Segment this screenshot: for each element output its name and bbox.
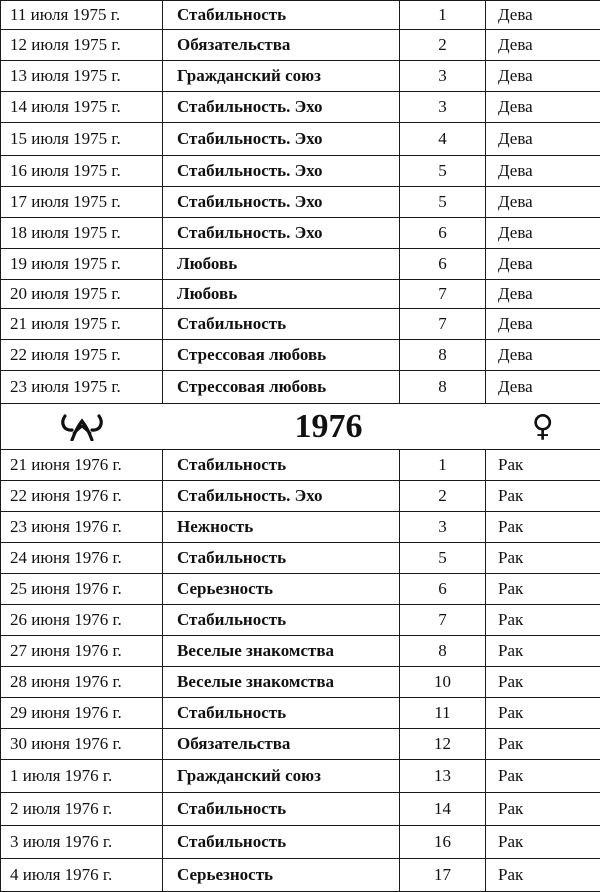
- number-cell: 5: [400, 156, 486, 187]
- date-cell: 12 июля 1975 г.: [1, 30, 163, 61]
- year-title: 1976: [163, 404, 486, 450]
- date-cell: 1 июля 1976 г.: [1, 760, 163, 793]
- name-cell: Веселые знакомства: [163, 667, 400, 698]
- name-cell: Веселые знакомства: [163, 636, 400, 667]
- date-cell: 30 июня 1976 г.: [1, 729, 163, 760]
- name-cell: Стабильность: [163, 1, 400, 30]
- sign-cell: Дева: [486, 61, 600, 92]
- number-cell: 6: [400, 218, 486, 249]
- name-cell: Серьезность: [163, 859, 400, 892]
- name-cell: Стабильность: [163, 309, 400, 340]
- date-cell: 11 июля 1975 г.: [1, 1, 163, 30]
- number-cell: 14: [400, 793, 486, 826]
- date-cell: 14 июля 1975 г.: [1, 92, 163, 123]
- date-cell: 19 июля 1975 г.: [1, 249, 163, 280]
- name-cell: Стабильность. Эхо: [163, 481, 400, 512]
- table-row: [1, 123, 600, 156]
- number-cell: 5: [400, 543, 486, 574]
- name-cell: Стабильность: [163, 605, 400, 636]
- table-row: [1, 450, 600, 481]
- name-cell: Серьезность: [163, 574, 400, 605]
- table-row: [1, 187, 600, 218]
- number-cell: 17: [400, 859, 486, 892]
- number-cell: 8: [400, 636, 486, 667]
- sign-cell: Дева: [486, 1, 600, 30]
- number-cell: 3: [400, 92, 486, 123]
- sign-cell: Рак: [486, 605, 600, 636]
- date-cell: 22 июля 1975 г.: [1, 340, 163, 371]
- date-cell: 23 июля 1975 г.: [1, 371, 163, 404]
- name-cell: Стабильность. Эхо: [163, 123, 400, 156]
- name-cell: Гражданский союз: [163, 61, 400, 92]
- name-cell: Стабильность: [163, 543, 400, 574]
- sign-cell: Рак: [486, 859, 600, 892]
- sign-cell: Дева: [486, 123, 600, 156]
- name-cell: Обязательства: [163, 729, 400, 760]
- date-cell: 22 июня 1976 г.: [1, 481, 163, 512]
- table-row: [1, 156, 600, 187]
- number-cell: 2: [400, 30, 486, 61]
- sign-cell: Рак: [486, 667, 600, 698]
- venus-symbol-icon: ♀: [532, 409, 554, 444]
- sign-cell: Дева: [486, 30, 600, 61]
- number-cell: 4: [400, 123, 486, 156]
- name-cell: Гражданский союз: [163, 760, 400, 793]
- table-row: [1, 574, 600, 605]
- number-cell: 6: [400, 574, 486, 605]
- name-cell: Стабильность: [163, 826, 400, 859]
- table-row: [1, 309, 600, 340]
- date-cell: 24 июня 1976 г.: [1, 543, 163, 574]
- sign-cell: Дева: [486, 249, 600, 280]
- sign-cell: Рак: [486, 826, 600, 859]
- number-cell: 8: [400, 340, 486, 371]
- date-cell: 21 июня 1976 г.: [1, 450, 163, 481]
- number-cell: 7: [400, 309, 486, 340]
- number-cell: 8: [400, 371, 486, 404]
- sign-cell: Дева: [486, 187, 600, 218]
- name-cell: Стабильность: [163, 450, 400, 481]
- date-cell: 18 июля 1975 г.: [1, 218, 163, 249]
- date-cell: 20 июля 1975 г.: [1, 280, 163, 309]
- year-header-row: [1, 404, 600, 450]
- table-row: [1, 512, 600, 543]
- table-row: [1, 729, 600, 760]
- date-cell: 13 июля 1975 г.: [1, 61, 163, 92]
- number-cell: 1: [400, 1, 486, 30]
- sign-cell: Рак: [486, 636, 600, 667]
- table-row: [1, 826, 600, 859]
- sign-cell: Рак: [486, 698, 600, 729]
- number-cell: 11: [400, 698, 486, 729]
- date-cell: 23 июня 1976 г.: [1, 512, 163, 543]
- sign-cell: Рак: [486, 543, 600, 574]
- table-row: [1, 543, 600, 574]
- sign-cell: Рак: [486, 450, 600, 481]
- sign-cell: Рак: [486, 481, 600, 512]
- number-cell: 13: [400, 760, 486, 793]
- table-row: [1, 760, 600, 793]
- table-row: [1, 636, 600, 667]
- table-row: [1, 92, 600, 123]
- name-cell: Любовь: [163, 280, 400, 309]
- date-cell: 17 июля 1975 г.: [1, 187, 163, 218]
- name-cell: Стабильность: [163, 793, 400, 826]
- sign-cell: Дева: [486, 218, 600, 249]
- table-row: [1, 605, 600, 636]
- name-cell: Любовь: [163, 249, 400, 280]
- name-cell: Стрессовая любовь: [163, 371, 400, 404]
- date-cell: 28 июня 1976 г.: [1, 667, 163, 698]
- date-cell: 3 июля 1976 г.: [1, 826, 163, 859]
- table-row: [1, 218, 600, 249]
- table-row: [1, 30, 600, 61]
- sign-cell: Дева: [486, 92, 600, 123]
- table-row: [1, 481, 600, 512]
- number-cell: 16: [400, 826, 486, 859]
- name-cell: Стабильность. Эхо: [163, 187, 400, 218]
- date-cell: 26 июня 1976 г.: [1, 605, 163, 636]
- table-row: [1, 280, 600, 309]
- number-cell: 7: [400, 280, 486, 309]
- sign-cell: Дева: [486, 371, 600, 404]
- date-cell: 25 июня 1976 г.: [1, 574, 163, 605]
- name-cell: Стабильность. Эхо: [163, 218, 400, 249]
- number-cell: 10: [400, 667, 486, 698]
- name-cell: Стрессовая любовь: [163, 340, 400, 371]
- sign-cell: Рак: [486, 729, 600, 760]
- number-cell: 2: [400, 481, 486, 512]
- number-cell: 3: [400, 61, 486, 92]
- sign-cell: Дева: [486, 156, 600, 187]
- sign-cell: Рак: [486, 512, 600, 543]
- date-cell: 15 июля 1975 г.: [1, 123, 163, 156]
- name-cell: Нежность: [163, 512, 400, 543]
- date-cell: 16 июля 1975 г.: [1, 156, 163, 187]
- date-cell: 29 июня 1976 г.: [1, 698, 163, 729]
- date-cell: 4 июля 1976 г.: [1, 859, 163, 892]
- table-row: [1, 859, 600, 892]
- table-row: [1, 61, 600, 92]
- number-cell: 7: [400, 605, 486, 636]
- number-cell: 1: [400, 450, 486, 481]
- table-row: [1, 249, 600, 280]
- number-cell: 6: [400, 249, 486, 280]
- name-cell: Стабильность: [163, 698, 400, 729]
- table-row: [1, 371, 600, 404]
- number-cell: 5: [400, 187, 486, 218]
- table-row: [1, 1, 600, 30]
- number-cell: 12: [400, 729, 486, 760]
- sign-cell: Рак: [486, 793, 600, 826]
- date-cell: 21 июля 1975 г.: [1, 309, 163, 340]
- name-cell: Обязательства: [163, 30, 400, 61]
- name-cell: Стабильность. Эхо: [163, 156, 400, 187]
- sign-cell: Рак: [486, 760, 600, 793]
- number-cell: 3: [400, 512, 486, 543]
- table-row: [1, 793, 600, 826]
- date-cell: 2 июля 1976 г.: [1, 793, 163, 826]
- table-row: [1, 340, 600, 371]
- name-cell: Стабильность. Эхо: [163, 92, 400, 123]
- table-row: [1, 667, 600, 698]
- table-row: [1, 698, 600, 729]
- date-cell: 27 июня 1976 г.: [1, 636, 163, 667]
- sign-cell: Рак: [486, 574, 600, 605]
- animal-horns-icon: [1, 404, 163, 450]
- sign-cell: Дева: [486, 309, 600, 340]
- sign-cell: Дева: [486, 280, 600, 309]
- sign-cell: Дева: [486, 340, 600, 371]
